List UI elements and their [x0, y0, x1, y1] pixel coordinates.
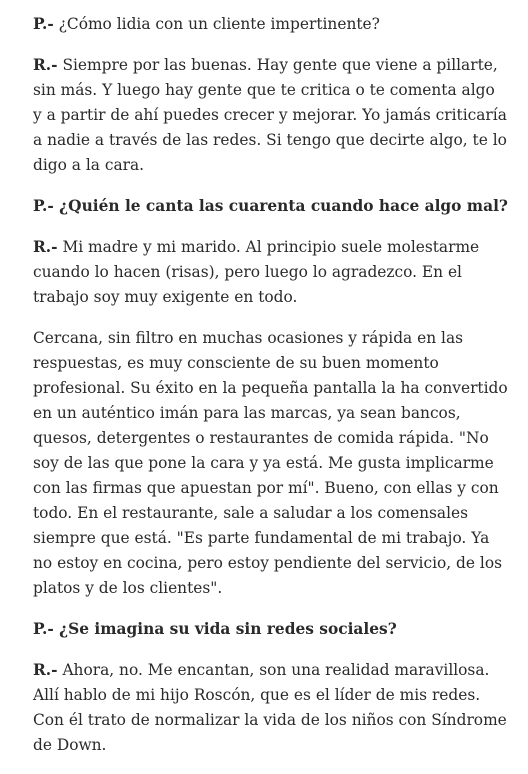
answer-paragraph [33, 658, 508, 758]
question-text: ¿Quién le canta las cuarenta cuando hace algo mal? [53, 197, 508, 215]
answer-prefix: R.- [33, 238, 58, 256]
question-prefix: P.- [33, 620, 54, 638]
answer-paragraph [33, 235, 508, 310]
answer-text: Siempre por las buenas. Hay gente que viene a pillarte, sin más. Y luego hay gente que te critica o te comenta algo y a partir de ahí puedes crecer y mejorar. Yo jamás criticaría a nadie a través de las redes. Si tengo que decirte algo, te lo digo a la cara. [33, 56, 507, 174]
question-paragraph [33, 12, 508, 37]
answer-prefix: R.- [33, 56, 58, 74]
question-paragraph [33, 194, 508, 219]
question-text: ¿Se imagina su vida sin redes sociales? [53, 620, 397, 638]
body-text: Cercana, sin filtro en muchas ocasiones y rápida en las respuestas, es muy consciente de su buen momento profesional. Su éxito en la pequeña pantalla la ha convertido en un auténtico imán para las marcas, ya sean bancos, quesos, detergentes o restaurantes de comida rápida. "No soy de las que pone la cara y ya está. Me gusta implicarme con las firmas que apuestan por mí". Bueno, con ellas y con todo. En el restaurante, sale a saludar a los comensales siempre que está. "Es parte fundamental de mi trabajo. Ya no estoy en cocina, pero estoy pendiente del servicio, de los platos y de los clientes". [33, 329, 508, 597]
answer-prefix: R.- [33, 661, 58, 679]
question-paragraph [33, 617, 508, 642]
article-body [33, 12, 508, 774]
question-text: ¿Cómo lidia con un cliente impertinente? [53, 15, 380, 33]
question-prefix: P.- [33, 15, 54, 33]
answer-paragraph [33, 53, 508, 178]
question-prefix: P.- [33, 197, 54, 215]
body-paragraph [33, 326, 508, 601]
answer-text: Ahora, no. Me encantan, son una realidad maravillosa. Allí hablo de mi hijo Roscón, que es el líder de mis redes. Con él trato de normalizar la vida de los niños con Síndrome de Down. [33, 661, 507, 754]
answer-text: Mi madre y mi marido. Al principio suele molestarme cuando lo hacen (risas), pero luego lo agradezco. En el trabajo soy muy exigente en todo. [33, 238, 480, 306]
